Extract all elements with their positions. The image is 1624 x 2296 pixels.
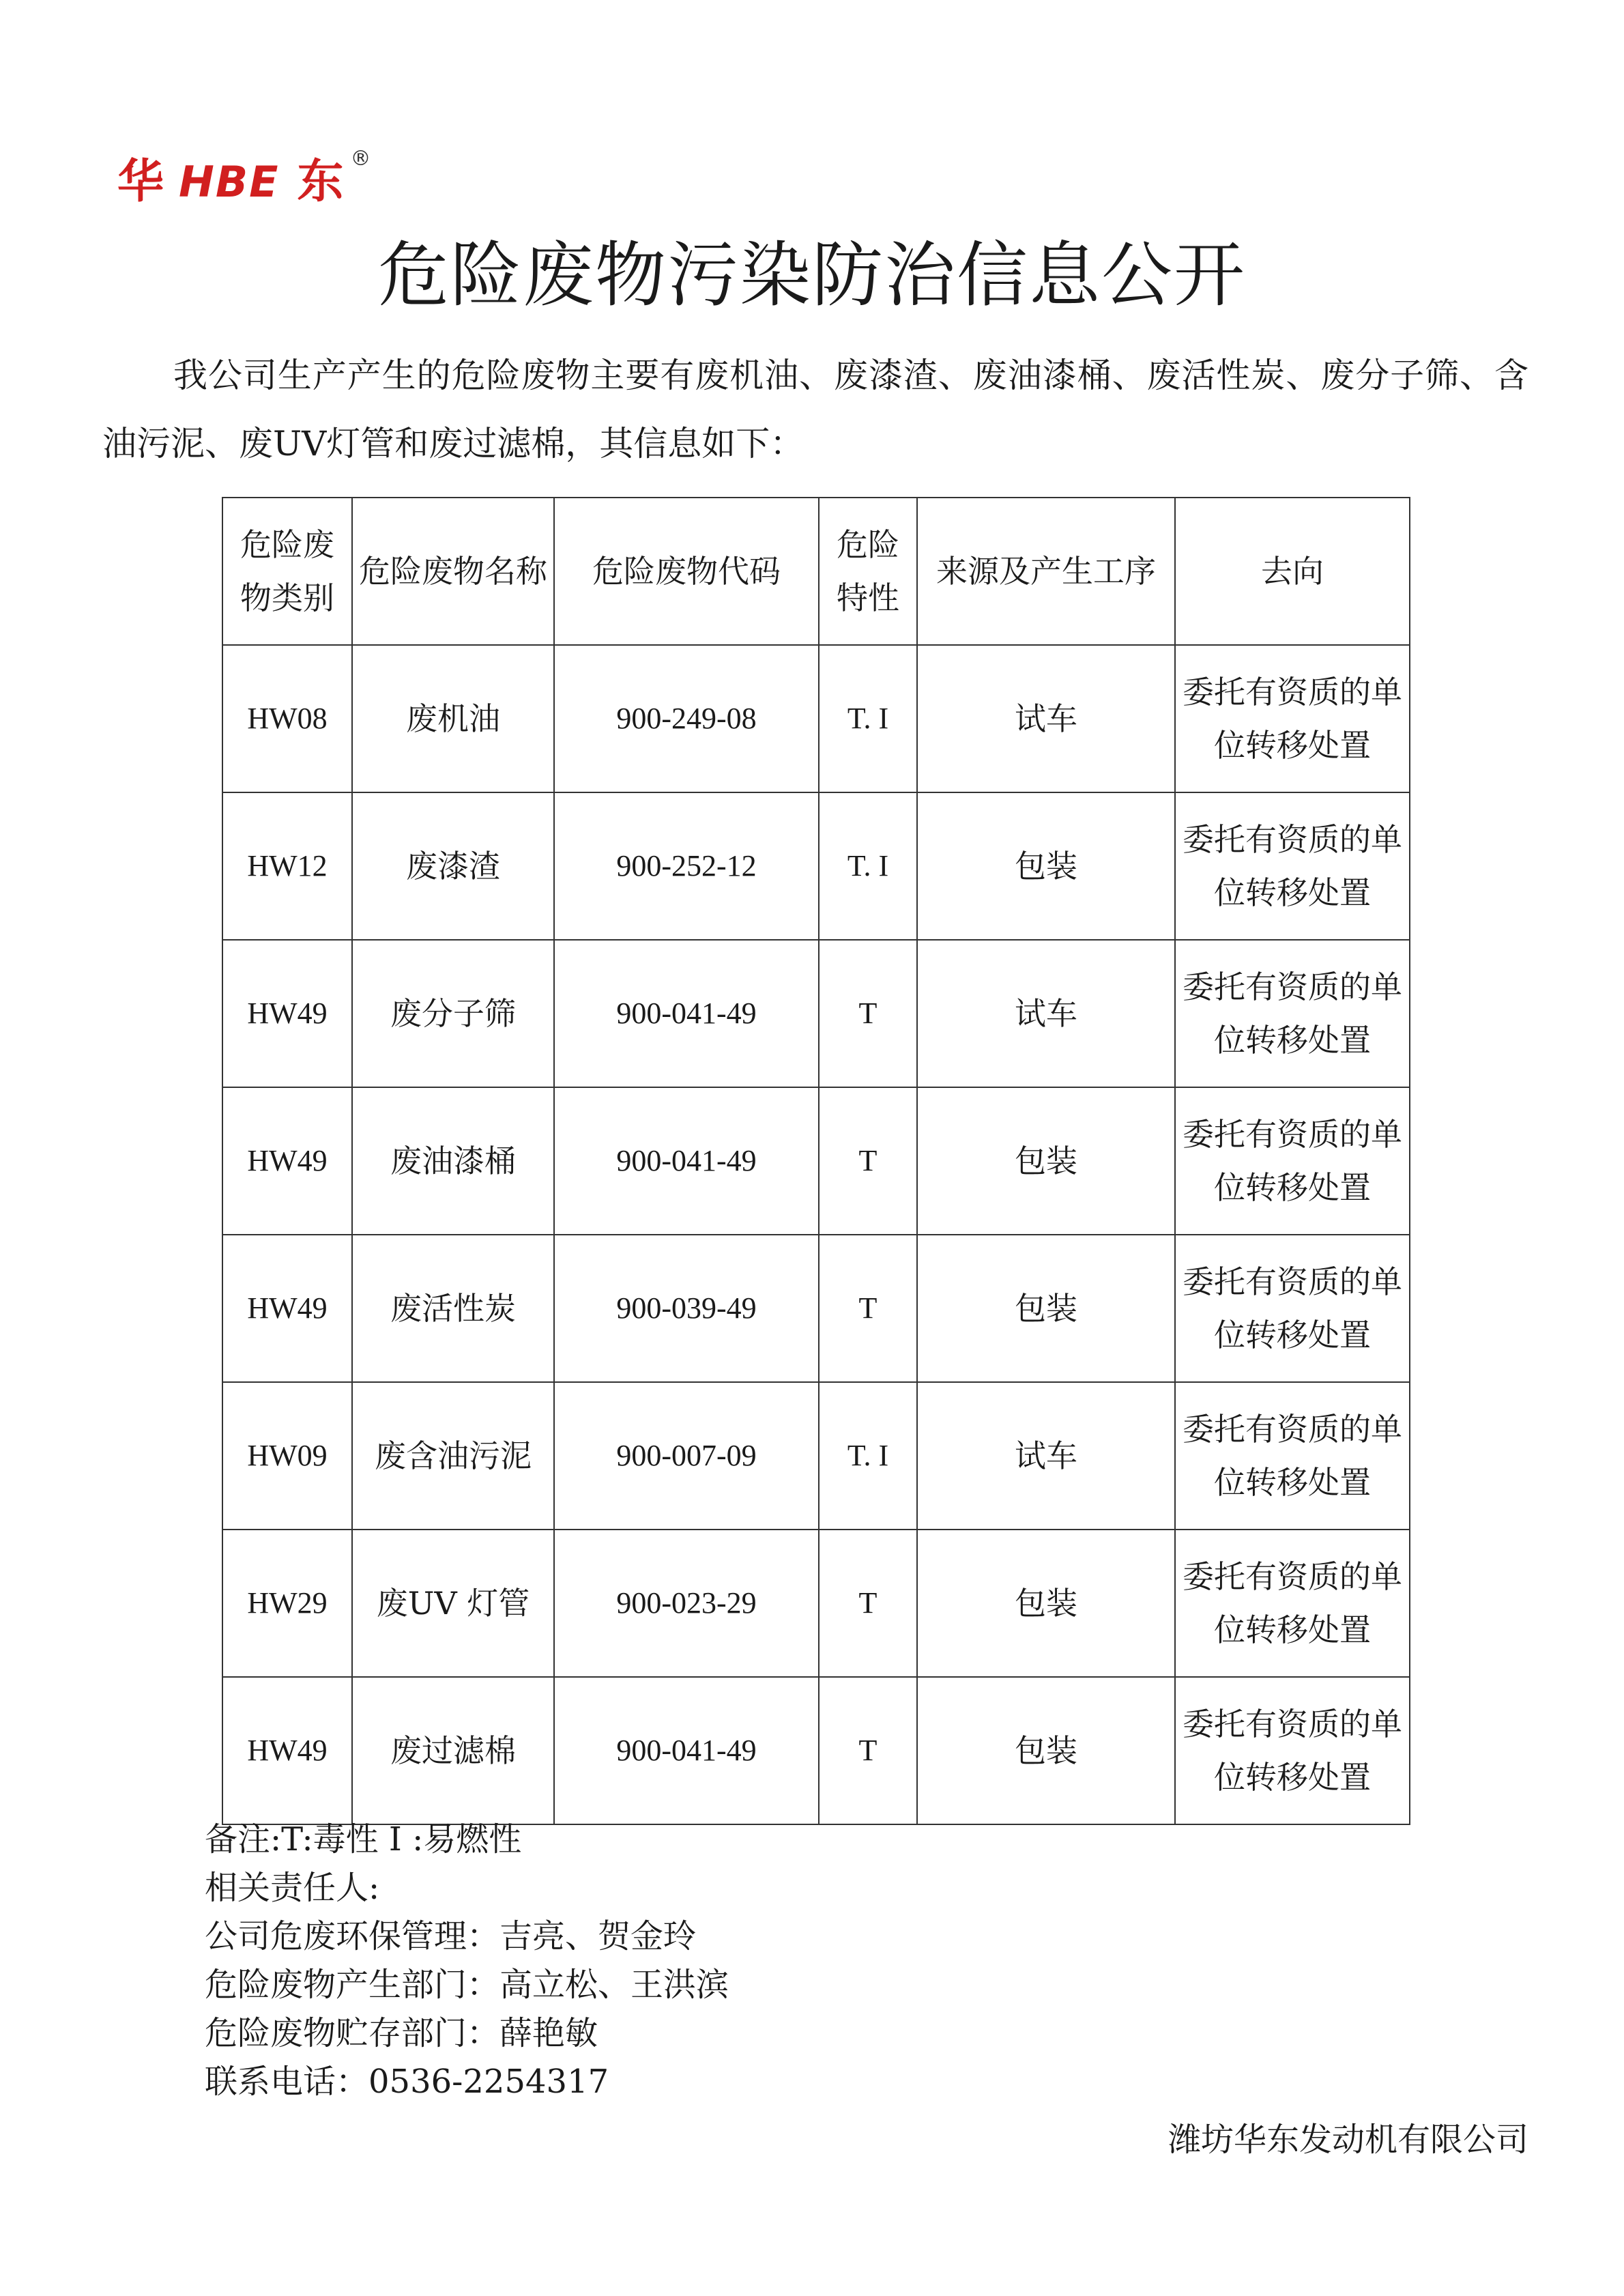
cell-category: HW12	[222, 792, 352, 940]
table-row	[222, 940, 1410, 1087]
cell-property: T	[819, 1530, 917, 1677]
cell-property: T	[819, 1677, 917, 1824]
cell-property: T	[819, 1235, 917, 1382]
cell-destination: 委托有资质的单位转移处置	[1175, 1235, 1410, 1382]
header-code: 危险废物代码	[554, 498, 819, 645]
cell-name: 废含油污泥	[352, 1382, 554, 1530]
company-logo	[117, 147, 371, 213]
cell-category: HW09	[222, 1382, 352, 1530]
cell-property: T. I	[819, 792, 917, 940]
generation-dept-line: 危险废物产生部门：高立松、王洪滨	[205, 1966, 729, 2004]
cell-code: 900-007-09	[554, 1382, 819, 1530]
cell-name: 废活性炭	[352, 1235, 554, 1382]
cell-name: 废漆渣	[352, 792, 554, 940]
table-row	[222, 1677, 1410, 1824]
cell-destination: 委托有资质的单位转移处置	[1175, 1677, 1410, 1824]
cell-name: 废分子筛	[352, 940, 554, 1087]
cell-destination: 委托有资质的单位转移处置	[1175, 1382, 1410, 1530]
cell-code: 900-023-29	[554, 1530, 819, 1677]
company-name: 潍坊华东发动机有限公司	[1168, 2121, 1528, 2159]
cell-category: HW08	[222, 645, 352, 792]
registered-mark: ®	[350, 147, 371, 171]
cell-source: 试车	[917, 1382, 1175, 1530]
cell-category: HW49	[222, 940, 352, 1087]
cell-property: T. I	[819, 1382, 917, 1530]
cell-name: 废机油	[352, 645, 554, 792]
table-header-row	[222, 498, 1410, 645]
cell-source: 包装	[917, 1087, 1175, 1235]
cell-source: 试车	[917, 645, 1175, 792]
cell-source: 包装	[917, 1530, 1175, 1677]
cell-name: 废过滤棉	[352, 1677, 554, 1824]
cell-code: 900-041-49	[554, 940, 819, 1087]
cell-destination: 委托有资质的单位转移处置	[1175, 940, 1410, 1087]
table-row	[222, 1235, 1410, 1382]
contact-phone-line: 联系电话：0536-2254317	[205, 2063, 609, 2101]
cell-category: HW49	[222, 1235, 352, 1382]
cell-source: 包装	[917, 1235, 1175, 1382]
responsible-heading: 相关责任人:	[205, 1869, 380, 1907]
logo-left-char: 华	[117, 155, 164, 209]
notes-section	[205, 1816, 729, 2106]
cell-property: T. I	[819, 645, 917, 792]
cell-code: 900-041-49	[554, 1677, 819, 1824]
cell-code: 900-039-49	[554, 1235, 819, 1382]
remark-line: 备注:T:毒性 I :易燃性	[205, 1820, 522, 1859]
logo-right-char: 东	[297, 155, 344, 209]
storage-dept-line: 危险废物贮存部门：薛艳敏	[205, 2014, 598, 2052]
cell-source: 试车	[917, 940, 1175, 1087]
cell-property: T	[819, 1087, 917, 1235]
cell-destination: 委托有资质的单位转移处置	[1175, 792, 1410, 940]
cell-code: 900-041-49	[554, 1087, 819, 1235]
header-property: 危险特性	[819, 498, 917, 645]
header-destination: 去向	[1175, 498, 1410, 645]
table-row	[222, 1382, 1410, 1530]
management-line: 公司危废环保管理：吉亮、贺金玲	[205, 1917, 697, 1955]
intro-paragraph: 我公司生产产生的危险废物主要有废机油、废漆渣、废油漆桶、废活性炭、废分子筛、含油污泥、废UV灯管和废过滤棉，其信息如下：	[102, 356, 1528, 463]
cell-destination: 委托有资质的单位转移处置	[1175, 1530, 1410, 1677]
header-category: 危险废物类别	[222, 498, 352, 645]
table-row	[222, 1087, 1410, 1235]
cell-source: 包装	[917, 1677, 1175, 1824]
cell-destination: 委托有资质的单位转移处置	[1175, 1087, 1410, 1235]
cell-category: HW49	[222, 1087, 352, 1235]
cell-destination: 委托有资质的单位转移处置	[1175, 645, 1410, 792]
page-title: 危险废物污染防治信息公开	[377, 233, 1246, 317]
cell-source: 包装	[917, 792, 1175, 940]
header-source: 来源及产生工序	[917, 498, 1175, 645]
cell-code: 900-249-08	[554, 645, 819, 792]
table-row	[222, 1530, 1410, 1677]
table-row	[222, 645, 1410, 792]
cell-name: 废油漆桶	[352, 1087, 554, 1235]
cell-category: HW49	[222, 1677, 352, 1824]
cell-property: T	[819, 940, 917, 1087]
header-name: 危险废物名称	[352, 498, 554, 645]
hazardous-waste-table	[222, 497, 1410, 1825]
cell-name: 废UV 灯管	[352, 1530, 554, 1677]
cell-code: 900-252-12	[554, 792, 819, 940]
table-row	[222, 792, 1410, 940]
cell-category: HW29	[222, 1530, 352, 1677]
logo-brand-text: HBE	[179, 157, 280, 207]
